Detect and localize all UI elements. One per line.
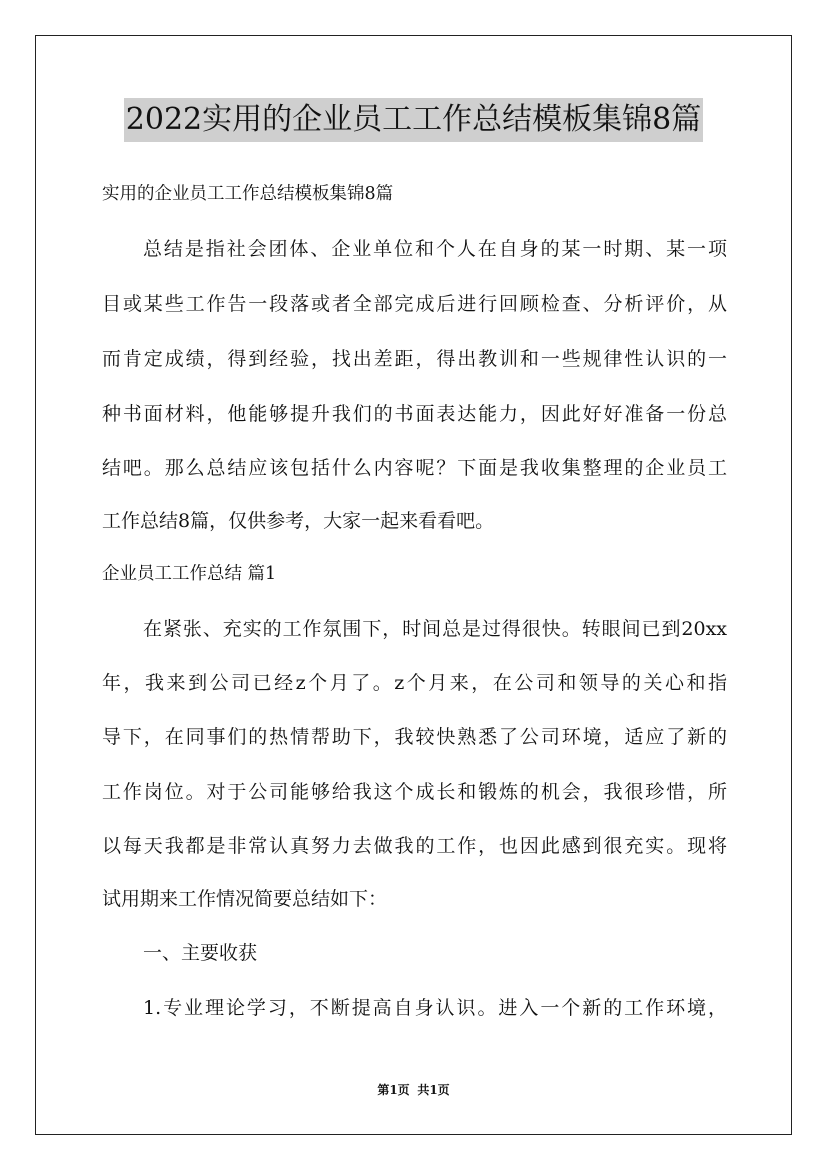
paragraph-line: 总结是指社会团体、企业单位和个人在自身的某一时期、某一项 — [143, 238, 727, 260]
title-container — [0, 98, 827, 142]
subsection-heading: 一、主要收获 — [143, 942, 258, 964]
paragraph-line: 结吧。那么总结应该包括什么内容呢？下面是我收集整理的企业员工 — [102, 457, 727, 479]
page-total: 共1页 — [417, 1083, 450, 1097]
paragraph-line: 目或某些工作告一段落或者全部完成后进行回顾检查、分析评价，从 — [102, 293, 727, 315]
paragraph-line: 以每天我都是非常认真努力去做我的工作，也因此感到很充实。现将 — [102, 835, 727, 857]
paragraph-line: 导下，在同事们的热情帮助下，我较快熟悉了公司环境，适应了新的 — [102, 726, 727, 748]
page-footer — [0, 1082, 827, 1098]
paragraph-line: 试用期来工作情况简要总结如下： — [102, 888, 388, 910]
page-number: 第1页 — [377, 1083, 410, 1097]
paragraph-line: 工作总结8篇，仅供参考，大家一起来看看吧。 — [102, 510, 495, 532]
subtitle-line: 实用的企业员工工作总结模板集锦8篇 — [102, 184, 394, 204]
document-title: 2022实用的企业员工工作总结模板集锦8篇 — [124, 98, 703, 142]
paragraph-line: 在紧张、充实的工作氛围下，时间总是过得很快。转眼间已到20xx — [143, 618, 727, 640]
paragraph-line: 工作岗位。对于公司能够给我这个成长和锻炼的机会，我很珍惜，所 — [102, 781, 727, 803]
section-heading: 企业员工工作总结 篇1 — [102, 564, 277, 584]
paragraph-line: 年，我来到公司已经z个月了。z个月来，在公司和领导的关心和指 — [102, 672, 727, 694]
paragraph-line: 1.专业理论学习，不断提高自身认识。进入一个新的工作环境， — [143, 997, 727, 1019]
paragraph-line: 而肯定成绩，得到经验，找出差距，得出教训和一些规律性认识的一 — [102, 348, 727, 370]
paragraph-line: 种书面材料，他能够提升我们的书面表达能力，因此好好准备一份总 — [102, 403, 727, 425]
